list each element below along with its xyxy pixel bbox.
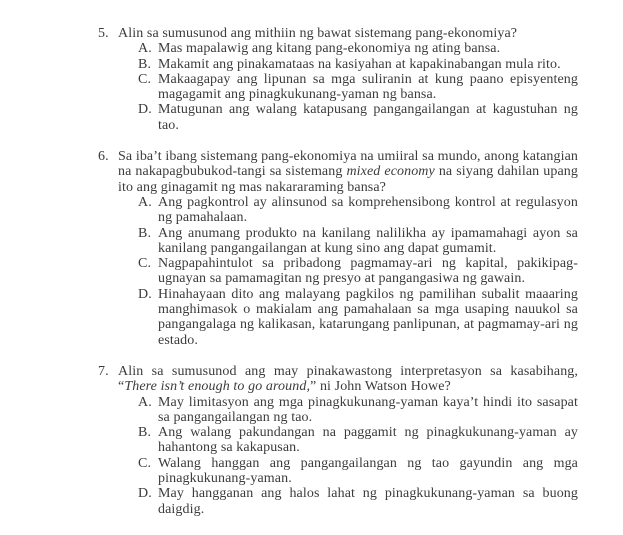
question-text-italic-segment: mixed economy — [346, 164, 435, 180]
question-text — [118, 26, 578, 41]
option-list — [118, 195, 578, 348]
question-number: 5. — [98, 26, 109, 41]
option-B — [118, 425, 578, 456]
question-text-segment: Sa iba’t ibang sistemang pang-ekonomiya na umiiral sa mundo, anong katangian na nakapagbubukod-tangi sa sistemang — [118, 149, 578, 180]
question-text — [118, 149, 578, 195]
option-text: Matugunan ang walang katapusang pangangailangan at kagustuhan ng tao. — [158, 102, 578, 133]
option-text: May hangganan ang halos lahat ng pinagkukunang-yaman sa buong daigdig. — [158, 486, 578, 517]
option-text: May limitasyon ang mga pinagkukunang-yaman kaya’t hindi ito sasapat sa pangangailangan ng tao. — [158, 394, 578, 425]
question-body — [118, 364, 578, 517]
option-B — [118, 226, 578, 257]
question-number: 6. — [98, 149, 109, 165]
option-D — [118, 287, 578, 348]
option-text: Makamit ang pinakamataas na kasiyahan at kapakinabangan mula rito. — [158, 56, 561, 72]
question-text-segment: ” ni John Watson Howe? — [310, 379, 451, 395]
option-letter: B. — [138, 56, 152, 72]
option-C — [118, 72, 578, 103]
question-6 — [98, 149, 578, 348]
option-text: Makaagapay ang lipunan sa mga suliranin at kung paano episyenteng magagamit ang pinagkukunang-yaman ng bansa. — [158, 71, 578, 103]
option-text: Ang anumang produkto na kanilang nalilikha ay ipamamahagi ayon sa kanilang pangangailangan at kung sino ang dapat gumamit. — [158, 225, 578, 256]
option-list — [118, 395, 578, 517]
question-5 — [98, 26, 578, 133]
option-text: Ang walang pakundangan na paggamit ng pinagkukunang-yaman ay hahantong sa kakapusan. — [158, 425, 578, 456]
option-letter: A. — [138, 41, 152, 57]
option-text: Mas mapalawig ang kitang pang-ekonomiya ng ating bansa. — [158, 41, 501, 57]
option-text: Ang pagkontrol ay alinsunod sa komprehensibong kontrol at regulasyon ng pamahalaan. — [158, 194, 578, 226]
option-text: Walang hanggan ang pangangailangan ng tao gayundin ang mga pinagkukunang-yaman. — [158, 455, 578, 487]
question-7 — [98, 364, 578, 517]
option-letter: A. — [138, 194, 152, 210]
question-text-segment: Alin sa sumusunod ang mithiin ng bawat sistemang pang-ekonomiya? — [118, 26, 518, 41]
question-body — [118, 26, 578, 133]
question-number: 7. — [98, 363, 109, 379]
option-D — [118, 102, 578, 133]
question-text-italic-segment: There isn’t enough to go around, — [124, 379, 311, 395]
option-text: Hinahayaan dito ang malayang pagkilos ng pamilihan subalit maaaring manghimasok o makialam ang pamahalaan sa mga usaping nauukol sa pangangalaga ng kalikasan, katarungang panlipunan, at pagmamay-ari ng estado. — [158, 286, 578, 348]
option-B — [118, 57, 578, 72]
option-letter: C. — [138, 71, 152, 87]
option-letter: D. — [138, 102, 152, 118]
option-D — [118, 486, 578, 517]
option-letter: B. — [138, 425, 152, 441]
question-list — [98, 26, 578, 517]
question-text — [118, 364, 578, 395]
question-text-segment: Alin sa sumusunod ang may pinakawastong interpretasyon sa kasabihang, “ — [118, 363, 578, 395]
option-letter: C. — [138, 455, 152, 471]
option-letter: A. — [138, 394, 152, 410]
option-text: Nagpapahintulot sa pribadong pagmamay-ari ng kapital, pakikipag-ugnayan sa pamamagitan ng presyo at pangangasiwa ng gawain. — [158, 256, 578, 287]
option-A — [118, 41, 578, 56]
option-A — [118, 195, 578, 226]
option-A — [118, 395, 578, 426]
option-letter: D. — [138, 486, 152, 502]
option-letter: D. — [138, 286, 152, 302]
option-list — [118, 41, 578, 133]
option-letter: B. — [138, 225, 152, 241]
question-text-segment: na siyang dahilan upang ito ang ginagamit ng mas nakararaming bansa? — [118, 164, 578, 195]
option-C — [118, 456, 578, 487]
option-letter: C. — [138, 256, 152, 272]
option-C — [118, 256, 578, 287]
question-body — [118, 149, 578, 348]
